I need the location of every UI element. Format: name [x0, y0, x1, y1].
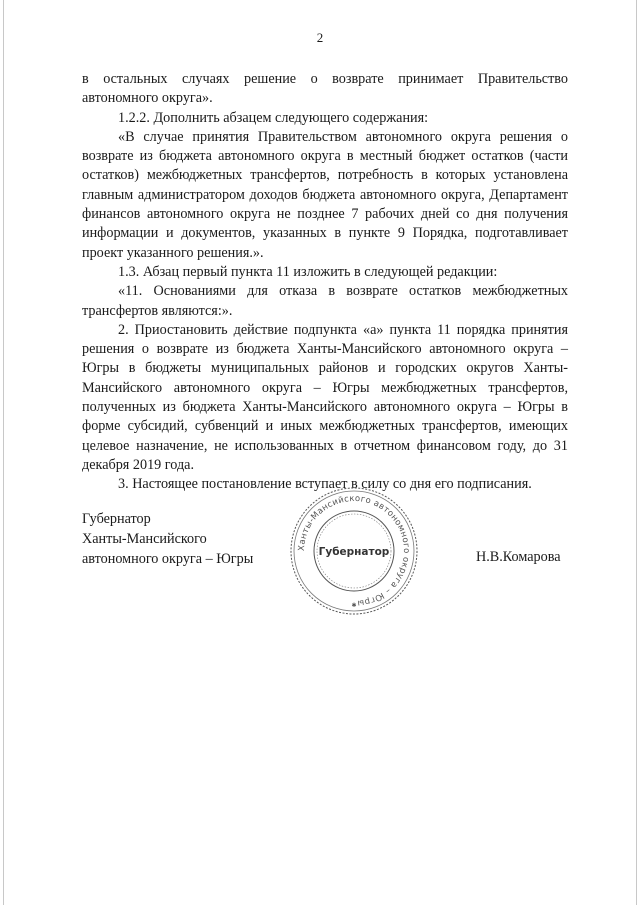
paragraph: 2. Приостановить действие подпункта «а» пункта 11 порядка принятия решения о возврате из бюджета Ханты-Мансийского автономного округа – Югры в бюджеты муниципальных районов и городских округов Ханты-Мансийского автономного округа – Югры межбюджетных трансфертов, полученных из бюджета Ханты-Мансийского автономного округа – Югры в форме субсидий, субвенций и иных межбюджетных трансфертов, имеющих целевое назначение, не использованных в отчетном финансовом году, до 31 декабря 2019 года.: [82, 321, 568, 473]
svg-text:✱: ✱: [351, 602, 357, 609]
signature-title: [82, 509, 253, 569]
paragraph: 1.2.2. Дополнить абзацем следующего содержания:: [118, 109, 429, 126]
document-body: [82, 70, 568, 495]
page-number: 2: [316, 30, 324, 45]
seal-ring-text: Ханты-Мансийского автономного округа – Югры: [296, 493, 412, 608]
paragraph: в остальных случаях решение о возврате принимает Правительство автономного округа».: [82, 71, 568, 107]
scan-edge-right: [636, 0, 637, 905]
paragraph: 1.3. Абзац первый пункта 11 изложить в следующей редакции:: [118, 263, 498, 280]
signatory-name: Н.В.Комарова: [476, 549, 561, 565]
signature-title-line: Ханты-Мансийского: [82, 531, 207, 547]
scan-edge-left: [3, 0, 4, 905]
signature-title-line: автономного округа – Югры: [82, 551, 254, 567]
seal-center-text: Губернатор: [318, 546, 390, 558]
official-seal: [288, 485, 420, 617]
paragraph: «В случае принятия Правительством автономного округа решения о возврате из бюджета автономного округа в местный бюджет остатков (части остатков) межбюджетных трансфертов, потребность в которых установлена главным администратором доходов бюджета автономного округа, Департамент финансов автономного округа не позднее 7 рабочих дней со дня получения информации и документов, указанных в пункте 9 Порядка, подготавливает проект указанного решения.».: [82, 128, 568, 261]
paragraph: 3. Настоящее постановление вступает в силу со дня его подписания.: [118, 476, 532, 493]
signature-title-line: Губернатор: [82, 511, 151, 527]
paragraph: «11. Основаниями для отказа в возврате остатков межбюджетных трансфертов являются:».: [82, 283, 568, 319]
